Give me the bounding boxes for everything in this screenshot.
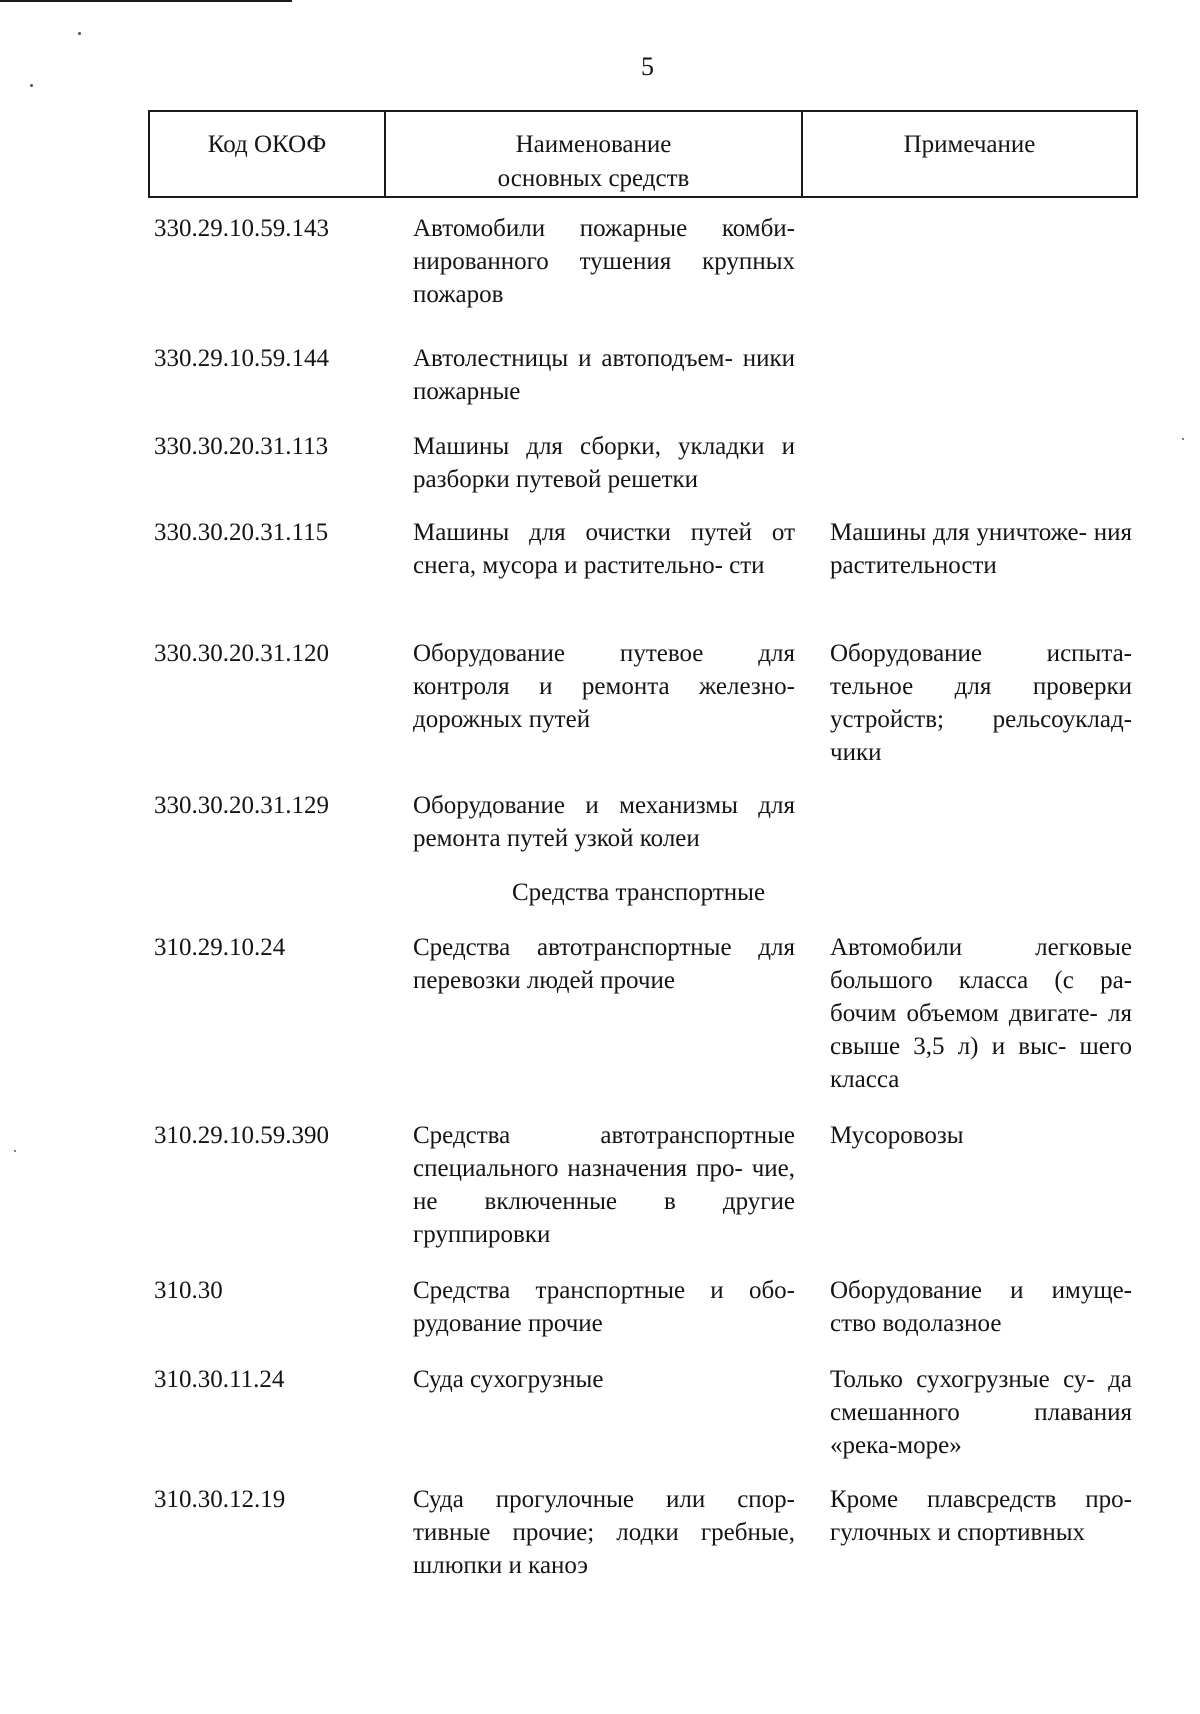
row-note: Оборудование и имуще- ство водолазное xyxy=(830,1277,1132,1337)
row-name: Оборудование путевое для контроля и ремонта железно- дорожных путей xyxy=(413,640,795,733)
row-code: 330.30.20.31.120 xyxy=(154,640,329,667)
row-note: Оборудование испыта- тельное для проверки устройств; рельсоуклад- чики xyxy=(830,640,1132,766)
header-note: Примечание xyxy=(903,131,1036,158)
table-row xyxy=(0,342,1200,430)
row-code: 310.30 xyxy=(154,1277,223,1304)
table-row xyxy=(0,1274,1200,1363)
row-code: 330.30.20.31.129 xyxy=(154,792,329,819)
scan-speck xyxy=(30,84,33,87)
row-note xyxy=(830,342,1132,430)
header-code: Код ОКОФ xyxy=(150,112,386,196)
row-code: 330.30.20.31.113 xyxy=(154,433,329,460)
header-name-line2: основных средств xyxy=(497,165,690,192)
header-name xyxy=(386,112,803,196)
row-name: Суда сухогрузные xyxy=(413,1366,604,1393)
table-row xyxy=(0,1363,1200,1483)
table-row xyxy=(0,212,1200,342)
row-note xyxy=(830,430,1132,516)
table-row xyxy=(0,1119,1200,1274)
top-rule xyxy=(0,0,292,2)
table-row xyxy=(0,637,1200,789)
row-code: 330.29.10.59.143 xyxy=(154,215,329,242)
table-body xyxy=(0,212,1200,1593)
row-note: Кроме плавсредств про- гулочных и спортивных xyxy=(830,1486,1132,1546)
row-code: 310.29.10.59.390 xyxy=(154,1122,329,1149)
row-code: 330.29.10.59.144 xyxy=(154,345,329,372)
row-note: Только сухогрузные су- да смешанного плавания «река-море» xyxy=(830,1366,1132,1459)
header-name-line1: Наименование xyxy=(515,131,672,158)
scan-speck xyxy=(78,32,81,35)
row-note xyxy=(830,212,1132,342)
row-name: Оборудование и механизмы для ремонта путей узкой колеи xyxy=(413,792,795,852)
table-row xyxy=(0,931,1200,1119)
row-code: 330.30.20.31.115 xyxy=(154,519,329,546)
table-row xyxy=(0,1483,1200,1593)
section-title: Средства транспортные xyxy=(512,879,766,906)
table-header xyxy=(148,110,1138,198)
row-name: Автолестницы и автоподъем- ники пожарные xyxy=(413,345,795,405)
row-name: Автомобили пожарные комби- нированного тушения крупных пожаров xyxy=(413,215,795,308)
table-row xyxy=(0,516,1200,637)
table-row xyxy=(0,430,1200,516)
row-name: Средства автотранспортные для перевозки людей прочие xyxy=(413,934,795,994)
row-name: Средства транспортные и обо- рудование прочие xyxy=(413,1277,795,1337)
table-row xyxy=(0,789,1200,876)
row-name: Машины для сборки, укладки и разборки путевой решетки xyxy=(413,433,795,493)
row-code: 310.30.12.19 xyxy=(154,1486,286,1513)
row-name: Средства автотранспортные специального назначения про- чие, не включенные в другие группировки xyxy=(413,1122,795,1248)
scan-speck xyxy=(1182,438,1184,440)
scan-speck xyxy=(14,1150,16,1152)
row-note: Автомобили легковые большого класса (с ра- бочим объемом двигате- ля свыше 3,5 л) и выс- шего класса xyxy=(830,934,1132,1093)
row-code: 310.30.11.24 xyxy=(154,1366,285,1393)
row-name: Машины для очистки путей от снега, мусора и растительно- сти xyxy=(413,519,795,579)
row-code: 310.29.10.24 xyxy=(154,934,286,961)
row-note xyxy=(830,789,1132,876)
row-note: Мусоровозы xyxy=(830,1122,964,1149)
row-name: Суда прогулочные или спор- тивные прочие; лодки гребные, шлюпки и каноэ xyxy=(413,1486,795,1579)
page-number: 5 xyxy=(641,52,654,81)
row-note: Машины для уничтоже- ния растительности xyxy=(830,519,1132,579)
